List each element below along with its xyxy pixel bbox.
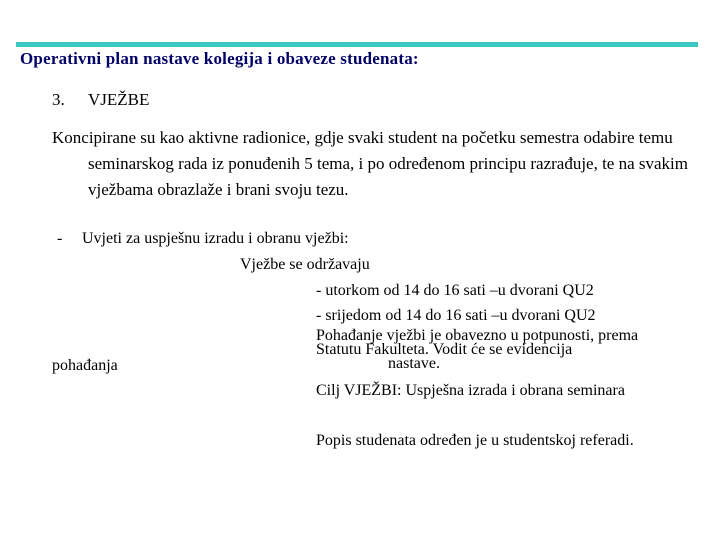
slide-title: Operativni plan nastave kolegija i obaveze studenata: [20, 49, 419, 68]
section-number: 3. [52, 90, 65, 109]
bullet-marker: - [57, 230, 63, 247]
attendance-word: pohađanja [52, 357, 118, 374]
attendance-note [316, 329, 696, 371]
held-label: Vježbe se održavaju [240, 256, 370, 273]
student-list-note: Popis studenata određen je u studentskoj referadi. [316, 432, 634, 449]
attendance-line-2: Statutu Fakulteta. Vodit će se evidencija [316, 341, 573, 358]
schedule-item-wednesday: - srijedom od 14 do 16 sati –u dvorani QU2 [316, 307, 596, 324]
attendance-line-1: Pohađanje vježbi je obavezno u potpunosti, prema [316, 327, 639, 344]
intro-paragraph: Koncipirane su kao aktivne radionice, gdje svaki student na početku semestra odabire temu seminarskog rada iz ponuđenih 5 tema, i po određenom principu razrađuje, te na svakim vježbama obrazlaže i brani svoju tezu. [52, 128, 689, 199]
title-underline-rule [16, 42, 698, 47]
conditions-label: Uvjeti za uspješnu izradu i obranu vježbi: [82, 230, 349, 247]
section-heading: VJEŽBE [88, 90, 150, 109]
attendance-line-3: nastave. [388, 355, 440, 372]
goal-statement: Cilj VJEŽBI: Uspješna izrada i obrana seminara [316, 382, 625, 399]
schedule-item-tuesday: - utorkom od 14 do 16 sati –u dvorani QU2 [316, 282, 594, 299]
